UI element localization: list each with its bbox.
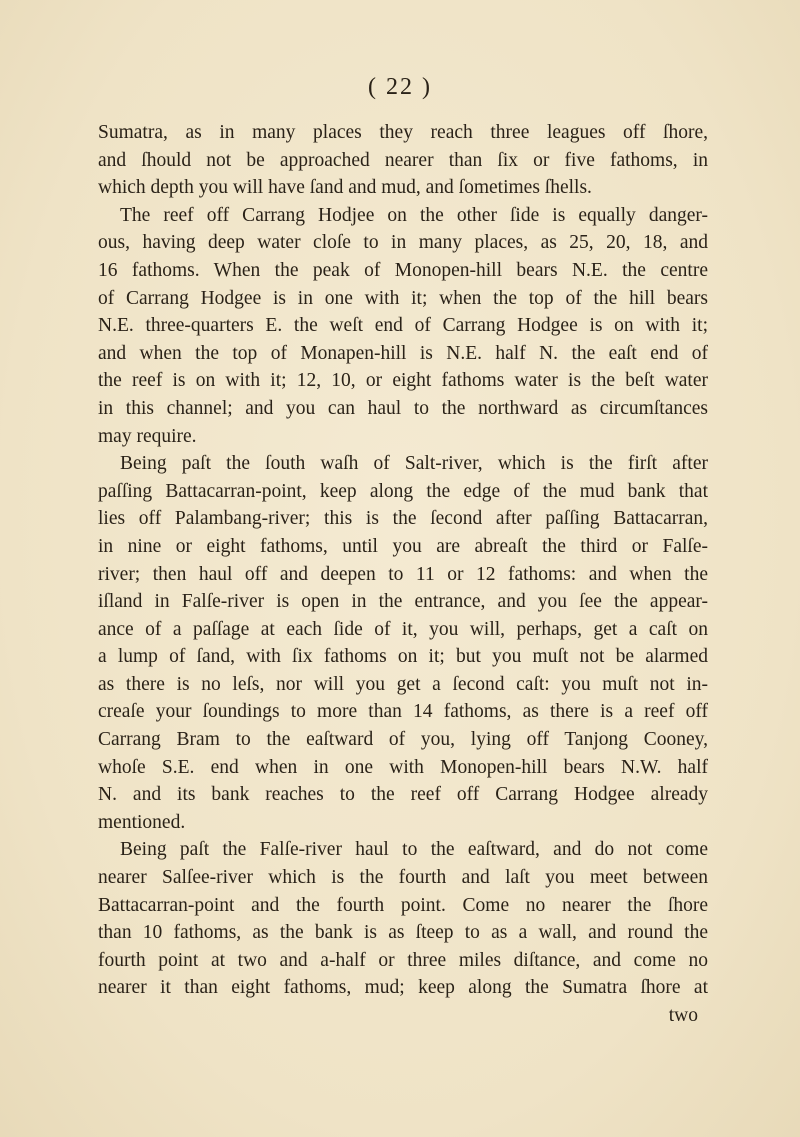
text-line: the reef is on with it; 12, 10, or eight fathoms water is the beſt water xyxy=(98,370,708,392)
text-line: may require. xyxy=(98,425,197,447)
text-line: N. and its bank reaches to the reef off Carrang Hodgee already xyxy=(98,784,708,806)
text-line: nearer Salſee-river which is the fourth and laſt you meet between xyxy=(98,867,708,889)
text-line: two xyxy=(668,1005,698,1026)
text-line: which depth you will have ſand and mud, and ſometimes ſhells. xyxy=(98,177,592,199)
text-line: 16 fathoms. When the peak of Monopen-hill bears N.E. the centre xyxy=(98,259,708,281)
text-line: paſſing Battacarran-point, keep along the edge of the mud bank that xyxy=(98,480,708,502)
text-line: creaſe your ſoundings to more than 14 fathoms, as there is a reef off xyxy=(98,701,708,723)
text-line: in this channel; and you can haul to the northward as circumſtances xyxy=(98,397,708,419)
text-line: N.E. three-quarters E. the weſt end of Carrang Hodgee is on with it; xyxy=(98,315,708,337)
text-line: fourth point at two and a-half or three miles diſtance, and come no xyxy=(98,949,708,971)
text-line: The reef off Carrang Hodjee on the other ſide is equally danger- xyxy=(120,204,708,226)
body-text xyxy=(98,119,708,1030)
text-line: Battacarran-point and the fourth point. Come no nearer the ſhore xyxy=(98,894,708,916)
text-line: than 10 fathoms, as the bank is as ſteep to as a wall, and round the xyxy=(98,922,708,944)
text-line: Carrang Bram to the eaſtward of you, lying off Tanjong Cooney, xyxy=(98,729,708,751)
page-number: ( 22 ) xyxy=(368,74,432,100)
text-line: iſland in Falſe-river is open in the entrance, and you ſee the appear- xyxy=(98,591,708,613)
text-line: Being paſt the Falſe-river haul to the eaſtward, and do not come xyxy=(120,839,708,861)
text-line: ance of a paſſage at each ſide of it, you will, perhaps, get a caſt on xyxy=(98,618,708,640)
text-line: Sumatra, as in many places they reach three leagues off ſhore, xyxy=(98,122,708,143)
text-line: mentioned. xyxy=(98,811,186,833)
text-line: Being paſt the ſouth waſh of Salt-river, which is the firſt after xyxy=(120,453,708,475)
text-line: whoſe S.E. end when in one with Monopen-hill bears N.W. half xyxy=(98,756,708,778)
text-line: as there is no leſs, nor will you get a ſecond caſt: you muſt not in- xyxy=(98,673,708,695)
text-line: river; then haul off and deepen to 11 or 12 fathoms: and when the xyxy=(98,563,708,585)
text-line: and ſhould not be approached nearer than ſix or five fathoms, in xyxy=(98,149,708,171)
text-line: nearer it than eight fathoms, mud; keep along the Sumatra ſhore at xyxy=(98,977,708,999)
text-line: of Carrang Hodgee is in one with it; when the top of the hill bears xyxy=(98,287,708,309)
text-line: ous, having deep water cloſe to in many places, as 25, 20, 18, and xyxy=(98,232,708,254)
text-line: and when the top of Monapen-hill is N.E. half N. the eaſt end of xyxy=(98,342,708,364)
text-line: lies off Palambang-river; this is the ſecond after paſſing Battacarran, xyxy=(98,508,708,530)
text-line: a lump of ſand, with ſix fathoms on it; but you muſt not be alarmed xyxy=(98,646,708,668)
text-line: in nine or eight fathoms, until you are abreaſt the third or Falſe- xyxy=(98,535,708,557)
